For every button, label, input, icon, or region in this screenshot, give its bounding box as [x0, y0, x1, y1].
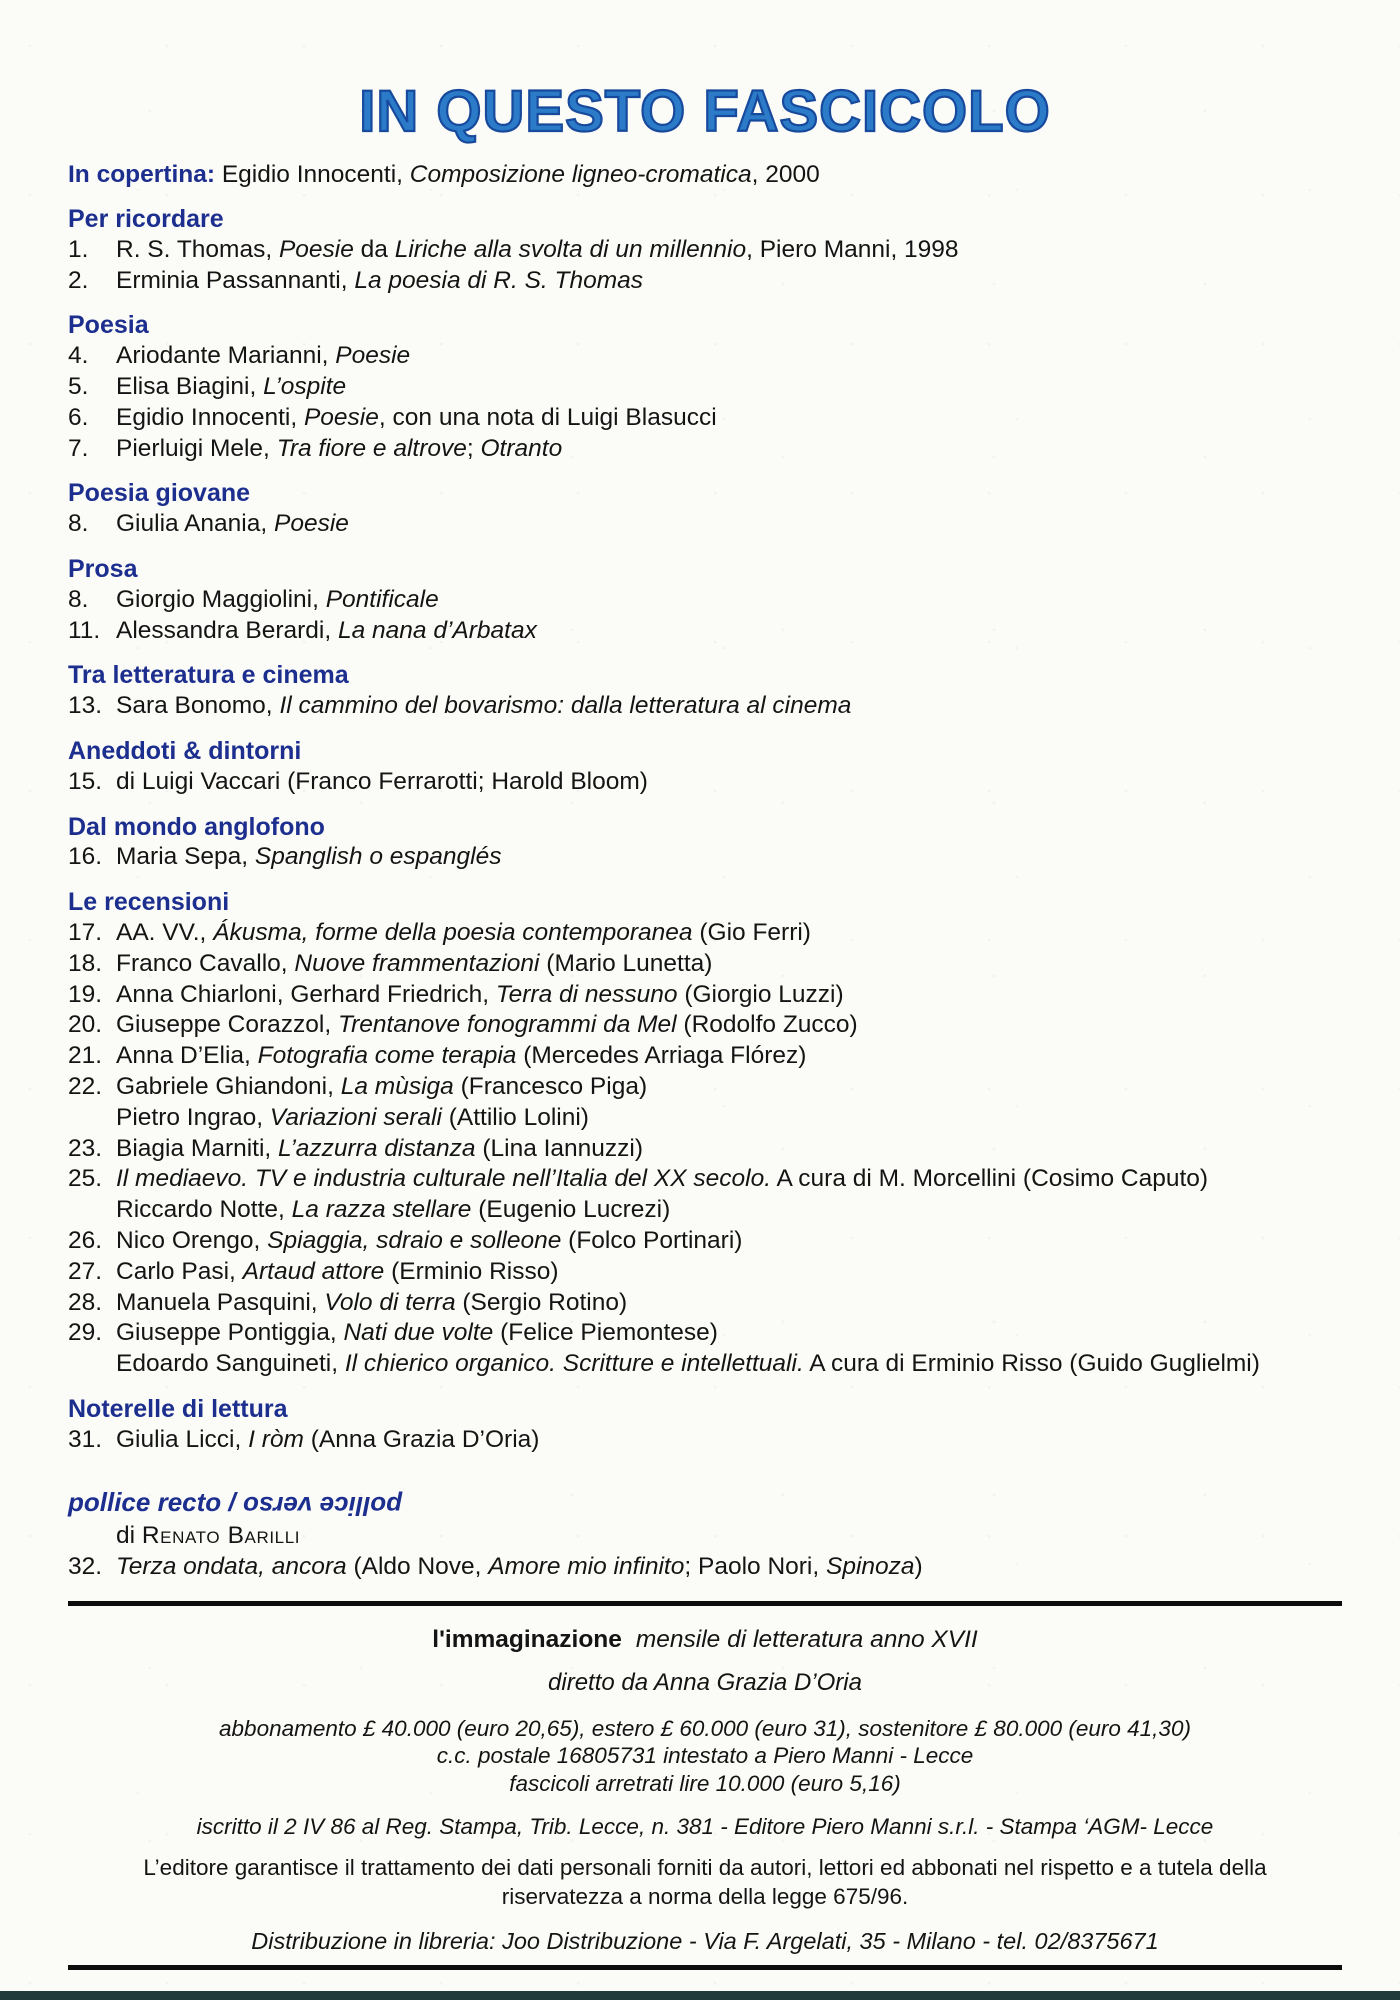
- text-segment: (Rodolfo Zucco): [676, 1011, 858, 1039]
- toc-row: [68, 1318, 1342, 1349]
- row-text: [116, 1318, 1342, 1349]
- text-segment: AA. VV.,: [116, 918, 214, 946]
- text-segment: Elisa Biagini,: [116, 372, 264, 400]
- toc-row: [68, 341, 1342, 372]
- row-text: [116, 842, 1342, 873]
- toc-section-dal-mondo-anglofono: [68, 812, 1342, 874]
- text-segment: Nico Orengo,: [116, 1226, 268, 1254]
- row-number: 20.: [68, 1011, 103, 1039]
- row-text: [116, 266, 1342, 297]
- toc-row: [68, 842, 1342, 873]
- row-number: [68, 1349, 116, 1380]
- row-text: [116, 1164, 1342, 1195]
- text-segment: Manuela Pasquini,: [116, 1288, 325, 1316]
- row-number: 25.: [68, 1165, 103, 1193]
- text-segment: Le recensioni: [68, 888, 230, 917]
- text-segment: Volo di terra: [324, 1288, 456, 1316]
- page-title: IN QUESTO FASCICOLO: [359, 79, 1051, 144]
- text-segment: Egidio Innocenti,: [116, 403, 304, 431]
- toc-row: [68, 585, 1342, 616]
- row-text: [116, 1521, 1342, 1552]
- toc-row: [68, 616, 1342, 647]
- text-segment: Egidio Innocenti,: [221, 161, 410, 188]
- toc-row: [68, 1134, 1342, 1165]
- section-heading: [68, 887, 1342, 918]
- subscription-block: [68, 1715, 1342, 1798]
- row-number: 8.: [68, 585, 89, 613]
- text-segment: La mùsiga: [340, 1072, 454, 1100]
- row-number: 23.: [68, 1134, 103, 1162]
- text-segment: Pierluigi Mele,: [116, 434, 277, 462]
- text-segment: Per ricordare: [68, 205, 224, 233]
- row-text: [116, 341, 1342, 372]
- divider-rule-bottom: [68, 1965, 1342, 1970]
- text-segment: Pontificale: [325, 585, 439, 613]
- text-segment: Giuseppe Corazzol,: [116, 1011, 338, 1039]
- toc-row: [68, 1288, 1342, 1319]
- row-number: 31.: [68, 1425, 103, 1453]
- text-segment: (Erminio Risso): [384, 1257, 559, 1285]
- text-segment: Terra di nessuno: [495, 980, 678, 1008]
- row-text: [116, 509, 1342, 540]
- toc-section-noterelle-di-lettura: [68, 1394, 1342, 1456]
- toc-row: [68, 918, 1342, 949]
- text-segment: (Anna Grazia D’Oria): [303, 1425, 540, 1453]
- text-segment: Otranto: [480, 434, 563, 462]
- toc-row: [68, 767, 1342, 798]
- text-segment: Poesia: [68, 311, 149, 340]
- row-text: [116, 585, 1342, 616]
- row-number: 1.: [68, 235, 89, 263]
- toc-row: [68, 691, 1342, 722]
- text-segment: (Mercedes Arriaga Flórez): [516, 1042, 807, 1070]
- text-segment: La poesia di R. S. Thomas: [354, 266, 644, 294]
- row-text: [116, 1425, 1342, 1456]
- postal-account-line: c.c. postale 16805731 intestato a Piero Manni - Lecce: [436, 1743, 974, 1769]
- text-segment: Liriche alla svolta di un millennio: [394, 235, 747, 263]
- section-heading: [68, 554, 1342, 585]
- row-number: 15.: [68, 767, 103, 795]
- cover-credit-line: [68, 159, 1342, 190]
- text-segment: , con una nota di Luigi Blasucci: [378, 403, 717, 431]
- row-text: [116, 1226, 1342, 1257]
- row-number: 26.: [68, 1226, 103, 1254]
- text-segment: Spanglish o espanglés: [254, 843, 502, 871]
- text-segment: Anna D’Elia,: [116, 1042, 258, 1070]
- toc-row: [68, 1226, 1342, 1257]
- toc-row: [68, 509, 1342, 540]
- row-number: 28.: [68, 1288, 103, 1316]
- text-segment: La nana d’Arbatax: [337, 616, 537, 644]
- text-segment: (Francesco Piga): [453, 1072, 648, 1100]
- row-number: [68, 1521, 116, 1552]
- row-number: 5.: [68, 372, 89, 400]
- row-text: [116, 1041, 1342, 1072]
- text-segment: (Mario Lunetta): [539, 949, 713, 977]
- row-number: 32.: [68, 1553, 103, 1581]
- row-text: [116, 918, 1342, 949]
- row-text: [116, 1072, 1342, 1103]
- text-segment: Terza ondata, ancora: [116, 1553, 347, 1581]
- toc-row: [68, 1195, 1342, 1226]
- toc-section-le-recensioni: [68, 887, 1342, 1380]
- text-segment: Giulia Anania,: [116, 510, 274, 538]
- text-segment: L’azzurra distanza: [278, 1134, 476, 1162]
- toc-row: [68, 235, 1342, 266]
- text-segment: Composizione ligneo-cromatica: [409, 161, 752, 188]
- toc-row: [68, 949, 1342, 980]
- section-heading: [68, 310, 1342, 341]
- text-segment: Ákusma, forme della poesia contemporanea: [213, 918, 693, 946]
- toc-section-prosa: [68, 554, 1342, 646]
- text-segment: Nuove frammentazioni: [294, 949, 540, 977]
- row-number: 22.: [68, 1072, 103, 1100]
- back-issues-line: fascicoli arretrati lire 10.000 (euro 5,16): [509, 1770, 901, 1796]
- text-segment: Renato Barilli: [141, 1522, 301, 1550]
- text-segment: Dal mondo anglofono: [68, 812, 325, 841]
- text-segment: (Eugenio Lucrezi): [471, 1196, 671, 1224]
- toc-section-aneddoti-dintorni: [68, 736, 1342, 798]
- text-segment: (Attilio Lolini): [441, 1103, 589, 1131]
- section-heading: [68, 204, 1342, 235]
- row-number: 27.: [68, 1257, 103, 1285]
- text-segment: Ariodante Marianni,: [116, 342, 336, 370]
- text-segment: Erminia Passannanti,: [116, 266, 355, 294]
- toc-row: [68, 1010, 1342, 1041]
- text-segment: , 2000: [751, 161, 820, 188]
- text-segment: Fotografia come terapia: [257, 1042, 517, 1070]
- text-segment: Il chierico organico. Scritture e intellettuali.: [344, 1350, 804, 1378]
- directed-by-line: diretto da Anna Grazia D’Oria: [548, 1668, 862, 1696]
- row-number: 21.: [68, 1042, 103, 1070]
- row-text: [116, 1257, 1342, 1288]
- toc-section-tra-letteratura-e-cinema: [68, 660, 1342, 722]
- text-segment: pollice recto /: [68, 1487, 243, 1518]
- text-segment: (Folco Portinari): [561, 1226, 743, 1254]
- row-text: [116, 1134, 1342, 1165]
- text-segment: Giorgio Maggiolini,: [116, 585, 326, 613]
- row-text: [116, 616, 1342, 647]
- text-segment: (Aldo Nove,: [346, 1553, 489, 1581]
- text-segment: (Sergio Rotino): [455, 1288, 628, 1316]
- text-segment: Gabriele Ghiandoni,: [116, 1072, 341, 1100]
- masthead-line: [68, 1626, 1342, 1654]
- text-segment: di Luigi Vaccari (Franco Ferrarotti; Harold Bloom): [116, 767, 648, 795]
- row-text: [116, 1195, 1342, 1226]
- text-segment: Artaud attore: [242, 1257, 385, 1285]
- toc-row: [68, 1072, 1342, 1103]
- text-segment: (Felice Piemontese): [493, 1319, 718, 1347]
- text-segment: Variazioni serali: [269, 1103, 442, 1131]
- toc-row: [68, 372, 1342, 403]
- row-text: [116, 235, 1342, 266]
- text-segment: Poesie: [278, 235, 354, 263]
- section-heading: [68, 1487, 1342, 1521]
- row-text: [116, 980, 1342, 1011]
- privacy-line: L’editore garantisce il trattamento dei dati personali forniti da autori, lettori ed abbonati nel rispetto e a tutela della riservatezza a norma della legge 675/96.: [143, 1855, 1267, 1910]
- text-segment: Amore mio infinito: [488, 1553, 685, 1581]
- row-number: 16.: [68, 843, 103, 871]
- row-number: [68, 1103, 116, 1134]
- text-segment: Il mediaevo. TV e industria culturale nell’Italia del XX secolo.: [116, 1165, 772, 1193]
- text-segment: (Gio Ferri): [692, 918, 811, 946]
- text-segment: Aneddoti & dintorni: [68, 736, 302, 765]
- toc-row: [68, 1257, 1342, 1288]
- toc-row: [68, 1041, 1342, 1072]
- toc-sections: [68, 204, 1342, 1583]
- text-segment: Edoardo Sanguineti,: [116, 1350, 345, 1378]
- divider-rule-top: [68, 1601, 1342, 1606]
- row-number: 8.: [68, 510, 89, 538]
- text-segment: Riccardo Notte,: [116, 1196, 292, 1224]
- text-segment: Noterelle di lettura: [68, 1394, 288, 1423]
- text-segment: Giulia Licci,: [116, 1425, 249, 1453]
- toc-row: [68, 1349, 1342, 1380]
- text-segment: R. S. Thomas,: [116, 235, 279, 263]
- text-segment: ; Paolo Nori,: [684, 1553, 826, 1581]
- row-number: 19.: [68, 980, 103, 1008]
- row-text: [116, 949, 1342, 980]
- row-text: [116, 1349, 1342, 1380]
- text-segment: A cura di Erminio Risso (Guido Guglielmi): [803, 1350, 1260, 1378]
- text-segment: Anna Chiarloni, Gerhard Friedrich,: [116, 980, 496, 1008]
- text-segment: Maria Sepa,: [116, 843, 255, 871]
- text-segment: L’ospite: [263, 372, 347, 400]
- row-text: [116, 767, 1342, 798]
- row-number: 17.: [68, 918, 103, 946]
- row-number: 6.: [68, 403, 89, 431]
- text-segment: Spinoza: [825, 1553, 915, 1581]
- row-text: [116, 372, 1342, 403]
- scan-page-edge: [0, 1991, 1400, 2000]
- section-heading: [68, 812, 1342, 843]
- text-segment: ): [914, 1553, 923, 1581]
- subscription-line: abbonamento £ 40.000 (euro 20,65), estero £ 60.000 (euro 31), sostenitore £ 80.000 (euro 41,30): [219, 1715, 1191, 1741]
- row-number: 11.: [68, 616, 101, 644]
- toc-section-poesia: [68, 310, 1342, 464]
- text-segment: In copertina:: [68, 161, 222, 188]
- row-number: 2.: [68, 266, 89, 294]
- toc-row: [68, 266, 1342, 297]
- toc-section-poesia-giovane: [68, 478, 1342, 540]
- registration-line: iscritto il 2 IV 86 al Reg. Stampa, Trib. Lecce, n. 381 - Editore Piero Manni s.r.l. - Stampa ‘AGM- Lecce: [196, 1814, 1214, 1840]
- row-text: [116, 1010, 1342, 1041]
- text-segment: Nati due volte: [343, 1319, 494, 1347]
- text-segment: , Piero Manni, 1998: [746, 235, 959, 263]
- text-segment: Trentanove fonogrammi da Mel: [337, 1011, 677, 1039]
- text-segment: Alessandra Berardi,: [116, 616, 338, 644]
- text-segment: Franco Cavallo,: [116, 949, 295, 977]
- text-segment: Giuseppe Pontiggia,: [116, 1319, 344, 1347]
- text-segment: I ròm: [248, 1425, 304, 1453]
- text-segment: di: [116, 1522, 142, 1550]
- text-segment: da: [353, 235, 395, 263]
- section-heading: [68, 736, 1342, 767]
- row-number: [68, 1195, 116, 1226]
- toc-row: [68, 1164, 1342, 1195]
- masthead-title: l'immaginazione: [432, 1625, 622, 1653]
- text-segment: Poesie: [303, 403, 379, 431]
- text-segment: Il cammino del bovarismo: dalla letteratura al cinema: [279, 692, 852, 720]
- toc-section-pollice-recto-verso: [68, 1487, 1342, 1582]
- toc-row: [68, 1552, 1342, 1583]
- row-number: 18.: [68, 949, 103, 977]
- text-segment: La razza stellare: [291, 1196, 472, 1224]
- row-text: [116, 1288, 1342, 1319]
- text-segment: Poesie: [274, 510, 349, 538]
- row-text: [116, 403, 1342, 434]
- row-number: 29.: [68, 1319, 103, 1347]
- text-segment: Sara Bonomo,: [116, 692, 280, 720]
- text-segment: pollice verso: [242, 1491, 402, 1522]
- text-segment: Carlo Pasi,: [116, 1257, 243, 1285]
- section-heading: [68, 660, 1342, 691]
- text-segment: Tra fiore e altrove: [276, 434, 467, 462]
- toc-row: [68, 1521, 1342, 1552]
- section-heading: [68, 1394, 1342, 1425]
- masthead-subtitle: mensile di letteratura anno XVII: [635, 1625, 978, 1653]
- toc-row: [68, 980, 1342, 1011]
- toc-row: [68, 1425, 1342, 1456]
- text-segment: Poesia giovane: [68, 479, 251, 508]
- toc-row: [68, 1103, 1342, 1134]
- text-segment: (Lina Iannuzzi): [475, 1134, 644, 1162]
- text-segment: Prosa: [68, 554, 138, 583]
- toc-row: [68, 434, 1342, 465]
- row-number: 4.: [68, 342, 89, 370]
- text-segment: Biagia Marniti,: [116, 1134, 279, 1162]
- row-text: [116, 1103, 1342, 1134]
- text-segment: Spiaggia, sdraio e solleone: [267, 1226, 562, 1254]
- text-segment: A cura di M. Morcellini (Cosimo Caputo): [771, 1165, 1209, 1193]
- row-number: 13.: [68, 692, 103, 720]
- distribution-line: Distribuzione in libreria: Joo Distribuzione - Via F. Argelati, 35 - Milano - tel. 02/8375671: [251, 1928, 1159, 1955]
- toc-section-per-ricordare: [68, 204, 1342, 296]
- text-segment: ;: [466, 434, 481, 462]
- text-segment: Tra letteratura e cinema: [68, 661, 349, 690]
- row-text: [116, 1552, 1342, 1583]
- row-number: 7.: [68, 434, 89, 462]
- colophon: [68, 1626, 1342, 1971]
- text-segment: (Giorgio Luzzi): [677, 980, 844, 1008]
- text-segment: Pietro Ingrao,: [116, 1103, 270, 1131]
- text-segment: Poesie: [335, 342, 411, 370]
- row-text: [116, 434, 1342, 465]
- toc-row: [68, 403, 1342, 434]
- section-heading: [68, 478, 1342, 509]
- row-text: [116, 691, 1342, 722]
